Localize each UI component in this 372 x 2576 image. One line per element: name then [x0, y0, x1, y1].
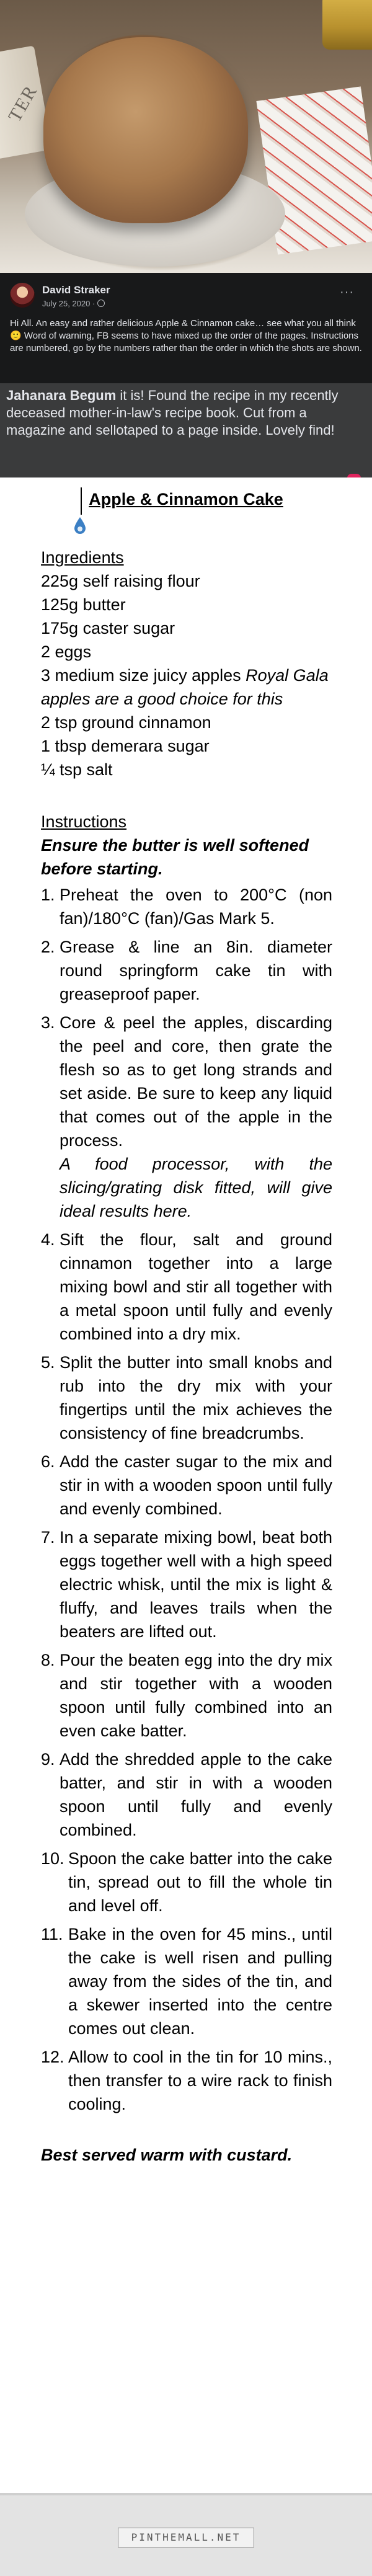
step-number: 8.: [41, 1651, 55, 1669]
ingredient-item-apples: [41, 664, 332, 711]
recipe-page: [0, 477, 372, 2493]
step-text: In a separate mixing bowl, beat both eggs together well with a high speed electric whisk, until the mix is light & fluffy, and leaves trails when the beaters are lifted out.: [60, 1528, 332, 1641]
step-number: 9.: [41, 1750, 55, 1769]
recipe-title: Apple & Cinnamon Cake: [89, 490, 283, 509]
butter-note: Ensure the butter is well softened before starting.: [41, 836, 309, 878]
step-1: [41, 883, 332, 930]
comment-body: [6, 387, 360, 439]
recipe-content: [41, 546, 332, 2183]
step-number: 11.: [41, 1925, 63, 1943]
food-processor-note: A food processor, with the slicing/grating disk fitted, will give ideal results here.: [60, 1155, 332, 1220]
step-number: 7.: [41, 1528, 55, 1547]
step-7: [41, 1526, 332, 1643]
step-text: Add the caster sugar to the mix and stir in with a wooden spoon until fully and evenly combined.: [60, 1452, 332, 1518]
cake-photo: [0, 0, 372, 273]
step-text: Core & peel the apples, discarding the peel and core, then grate the flesh so as to get long strands and set aside. Be sure to keep any liquid that comes out of the apple in the process.: [60, 1013, 332, 1150]
comment-author[interactable]: Jahanara Begum: [6, 388, 117, 403]
ingredient-apples-text: 3 medium size juicy apples: [41, 666, 246, 685]
post-date[interactable]: [42, 299, 105, 308]
step-body: [60, 1011, 332, 1223]
ingredient-item: 1 tbsp demerara sugar: [41, 737, 210, 755]
step-4: [41, 1228, 332, 1346]
drop-marker-icon: [73, 516, 87, 535]
step-text: Sift the flour, salt and ground cinnamon together into a large mixing bowl and stir all together with a metal spoon until fully and evenly combined into a dry mix.: [60, 1230, 332, 1343]
step-5: [41, 1351, 332, 1445]
step-text: Preheat the oven to 200°C (non fan)/180°C (fan)/Gas Mark 5.: [60, 886, 332, 928]
instructions-heading: Instructions: [41, 812, 127, 831]
step-number: 1.: [41, 886, 55, 904]
instruction-steps: [41, 883, 332, 2116]
post-body: Hi All. An easy and rather delicious Apple & Cinnamon cake… see what you all think 🙂 Word of warning, FB seems to have mixed up the order of the pages. Instructions are numbered, go by the numbers rather than the order in which the shots are shown.: [10, 318, 362, 353]
step-6: [41, 1450, 332, 1521]
ingredient-item: 175g caster sugar: [41, 619, 175, 637]
step-text: Pour the beaten egg into the dry mix and stir together with a wooden spoon until fully combined into an even cake batter.: [60, 1651, 332, 1740]
step-text: Spoon the cake batter into the cake tin, spread out to fill the whole tin and level off.: [68, 1849, 332, 1915]
apple-note: Royal Gala apples are a good choice for this: [41, 666, 329, 708]
globe-icon: [97, 300, 105, 307]
step-12: [41, 2045, 332, 2116]
facebook-post: [0, 273, 372, 383]
step-9: [41, 1748, 332, 1842]
ingredient-item: 225g self raising flour: [41, 572, 200, 590]
step-text: Split the butter into small knobs and rub into the dry mix with your fingertips until the mix achieves the consistency of fine breadcrumbs.: [60, 1353, 332, 1442]
step-number: 4.: [41, 1230, 55, 1249]
ingredients-list: [41, 569, 332, 781]
step-number: 10.: [41, 1849, 64, 1868]
footer: [0, 2493, 372, 2576]
serving-suggestion: Best served warm with custard.: [41, 2146, 293, 2164]
step-3: [41, 1011, 332, 1223]
ingredient-item: 125g butter: [41, 595, 126, 614]
step-10: [41, 1847, 332, 1917]
comment: [0, 383, 372, 477]
board-lettering: TER: [4, 81, 42, 126]
step-text: Grease & line an 8in. diameter round springform cake tin with greaseproof paper.: [60, 938, 332, 1003]
post-author[interactable]: David Straker: [42, 284, 110, 296]
step-text: Allow to cool in the tin for 10 mins., then transfer to a wire rack to finish cooling.: [68, 2048, 332, 2113]
step-11: [41, 1922, 332, 2040]
step-8: [41, 1648, 332, 1743]
ingredient-item: ¼ tsp salt: [41, 760, 113, 779]
step-number: 3.: [41, 1013, 55, 1032]
site-logo[interactable]: PINTHEMALL.NET: [118, 2528, 254, 2547]
step-number: 5.: [41, 1353, 55, 1372]
step-2: [41, 935, 332, 1006]
jar: [322, 0, 372, 50]
ingredients-heading: Ingredients: [41, 548, 124, 567]
cake: [43, 37, 248, 223]
ingredient-item: 2 tsp ground cinnamon: [41, 713, 211, 732]
step-text: Bake in the oven for 45 mins., until the cake is well risen and pulling away from the sides of the tin, and a skewer inserted into the centre comes out clean.: [68, 1925, 332, 2038]
comment-text: it is! Found the recipe in my recently deceased mother-in-law's recipe book. Cut from a magazine and sellotaped to a page inside. Lovely find!: [6, 388, 339, 438]
avatar[interactable]: [10, 283, 35, 308]
ingredient-item: 2 eggs: [41, 642, 92, 661]
more-options-icon[interactable]: ···: [340, 285, 354, 299]
step-number: 12.: [41, 2048, 64, 2066]
step-number: 2.: [41, 938, 55, 956]
post-date-text: July 25, 2020 ·: [42, 299, 95, 308]
step-text: Add the shredded apple to the cake batter, and stir in with a wooden spoon until fully and evenly combined.: [60, 1750, 332, 1839]
step-number: 6.: [41, 1452, 55, 1471]
